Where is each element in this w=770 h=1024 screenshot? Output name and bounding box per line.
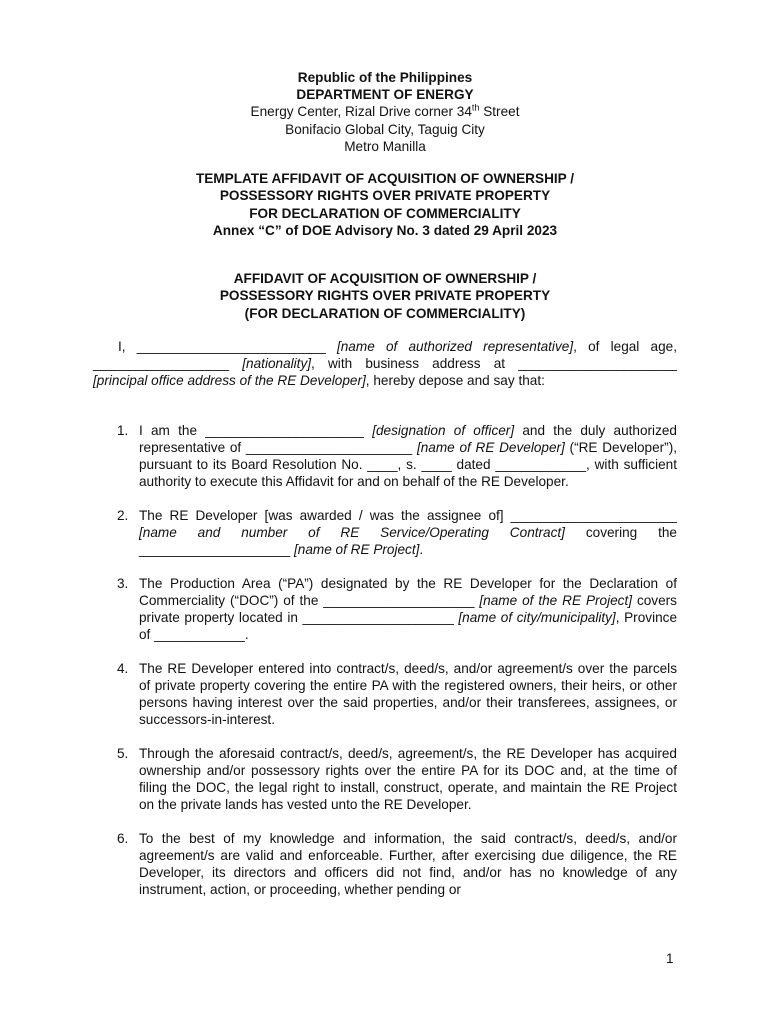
page-number: 1 <box>666 951 674 966</box>
header-department: DEPARTMENT OF ENERGY <box>296 87 474 103</box>
list-item: 4. The RE Developer entered into contract/s, deed/s, and/or agreement/s over the parcels of private property covering the entire PA with the registered owners, their heirs, or other persons having interest over the said properties, and/or their transferees, assignees, or successors-in-interest. <box>117 661 677 727</box>
list-item: 6. To the best of my knowledge and information, the said contract/s, deed/s, and/or agreement/s are valid and enforceable. Further, after exercising due diligence, the RE Developer, its directors and officers did not find, and/or has no knowledge of any instrument, action, or proceeding, whether pending or <box>117 831 677 897</box>
intro-paragraph: I, _________________________ [name of authorized representative], of legal age, __________________ [nationality], with business address at _____________________ [principal office address of the RE Developer], hereby depose and say that: <box>93 339 677 388</box>
letterhead <box>0 69 770 155</box>
header-republic: Republic of the Philippines <box>297 70 473 85</box>
template-title: TEMPLATE AFFIDAVIT OF ACQUISITION OF OWNERSHIP / POSSESSORY RIGHTS OVER PRIVATE PROPERTY FOR DECLARATION OF COMMERCIALITY Annex “C” of DOE Advisory No. 3 dated 29 April 2023 <box>195 171 575 239</box>
list-item: 3. The Production Area (“PA”) designated by the RE Developer for the Declaration of Commerciality (“DOC”) of the ____________________ [name of the RE Project] covers private property located in ____________________ [name of city/municipality], Province of ____________. <box>117 576 678 642</box>
header-address-line3: Metro Manilla <box>344 138 426 154</box>
affidavit-title: AFFIDAVIT OF ACQUISITION OF OWNERSHIP / POSSESSORY RIGHTS OVER PRIVATE PROPERTY (FOR DECLARATION OF COMMERCIALITY) <box>219 271 551 321</box>
header-address-line2: Bonifacio Global City, Taguig City <box>285 121 485 137</box>
list-item: 1. I am the _____________________ [designation of officer] and the duly authorized representative of ______________________ [name of RE Developer] (“RE Developer”), pursuant to its Board Resolution No. ____, s. ____ dated ____________, with sufficient authority to execute this Affidavit for and on behalf of the RE Developer. <box>117 423 677 489</box>
list-item: 2. The RE Developer [was awarded / was the assignee of] ______________________ [name and number of RE Service/Operating Contract] covering the ____________________ [name of RE Project]. <box>117 508 677 557</box>
numbered-list <box>93 422 677 915</box>
header-address-line1: Energy Center, Rizal Drive corner 34th Street <box>250 102 520 120</box>
list-item: 5. Through the aforesaid contract/s, deed/s, agreement/s, the RE Developer has acquired ownership and/or possessory rights over the entire PA for its DOC and, at the time of filing the DOC, the legal right to install, construct, operate, and maintain the RE Project on the private lands has vested unto the RE Developer. <box>117 746 677 812</box>
